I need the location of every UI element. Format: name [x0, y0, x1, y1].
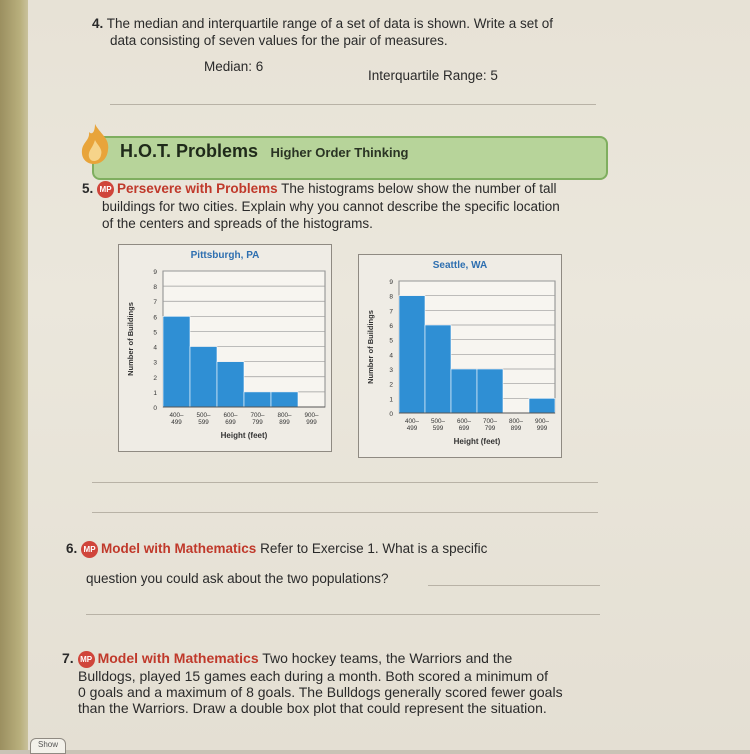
- answer-line[interactable]: [86, 614, 600, 615]
- question-number: 6.: [66, 541, 78, 556]
- x-tick-label: 799: [484, 425, 496, 432]
- x-tick-label: 600–: [456, 418, 472, 425]
- mp-badge-icon: MP: [81, 541, 98, 558]
- x-axis-label: Height (feet): [220, 431, 268, 440]
- seattle-histogram: [358, 254, 562, 458]
- mp-badge-icon: MP: [97, 181, 114, 198]
- x-tick-label: 699: [458, 425, 470, 432]
- bar: [477, 369, 503, 413]
- question-7: [62, 650, 622, 716]
- bar: [529, 398, 555, 413]
- show-tab[interactable]: Show: [30, 738, 66, 754]
- hot-title: H.O.T. Problems: [120, 141, 259, 161]
- y-tick-label: 7: [389, 308, 393, 316]
- y-tick-label: 8: [389, 293, 393, 301]
- question-7-text-line4: than the Warriors. Draw a double box plot that could represent the situation.: [78, 699, 547, 716]
- x-tick-label: 699: [225, 419, 236, 426]
- y-tick-label: 3: [389, 367, 393, 374]
- y-tick-label: 7: [153, 299, 157, 307]
- x-tick-label: 900–: [534, 418, 550, 425]
- hot-title-wrap: [120, 141, 408, 162]
- mp-badge-icon: MP: [78, 651, 95, 668]
- question-5: [82, 180, 612, 232]
- question-number: 7.: [62, 650, 74, 666]
- seattle-chart-svg: [359, 255, 561, 457]
- question-6-text-line2: question you could ask about the two populations?: [86, 571, 389, 586]
- question-5-text-line3: of the centers and spreads of the histograms.: [102, 215, 373, 231]
- bar: [399, 296, 425, 413]
- y-tick-label: 1: [153, 389, 157, 397]
- y-axis-label: Number of Buildings: [366, 310, 375, 384]
- x-tick-label: 900–: [304, 412, 319, 419]
- bar: [425, 325, 451, 413]
- bar: [451, 369, 477, 413]
- question-7-text-line2: Bulldogs, played 15 games each during a month. Both scored a minimum of: [78, 667, 549, 684]
- question-6-text-line1: Refer to Exercise 1. What is a specific: [256, 541, 488, 556]
- x-tick-label: 400–: [404, 418, 420, 425]
- question-4-text-line1: The median and interquartile range of a set of data is shown. Write a set of: [106, 16, 554, 31]
- iqr-label: Interquartile Range: 5: [368, 68, 498, 83]
- x-tick-label: 800–: [508, 418, 524, 425]
- answer-line[interactable]: [92, 482, 598, 483]
- x-tick-label: 899: [279, 419, 290, 426]
- answer-line[interactable]: [428, 585, 600, 586]
- x-tick-label: 999: [306, 419, 317, 426]
- question-7-heading: Model with Mathematics: [97, 650, 259, 666]
- y-tick-label: 3: [153, 359, 157, 367]
- question-4-text-line2: data consisting of seven values for the pair of measures.: [110, 33, 448, 48]
- x-tick-label: 599: [198, 419, 209, 426]
- y-tick-label: 5: [389, 337, 393, 345]
- x-tick-label: 599: [432, 425, 444, 432]
- x-tick-label: 600–: [223, 412, 238, 419]
- question-4: [92, 15, 612, 49]
- bar: [163, 316, 190, 407]
- answer-line[interactable]: [110, 104, 596, 105]
- y-tick-label: 4: [389, 352, 393, 360]
- x-tick-label: 999: [536, 425, 548, 432]
- x-tick-label: 899: [510, 425, 522, 432]
- question-5-text-line1: The histograms below show the number of tall: [277, 181, 557, 196]
- x-tick-label: 499: [171, 419, 182, 426]
- pittsburgh-histogram: [118, 244, 332, 452]
- bar: [271, 392, 298, 407]
- x-tick-label: 800–: [277, 412, 292, 419]
- x-tick-label: 700–: [250, 412, 265, 419]
- bar: [244, 392, 271, 407]
- question-number: 5.: [82, 181, 94, 196]
- y-tick-label: 9: [389, 279, 393, 286]
- y-tick-label: 2: [389, 381, 393, 389]
- y-tick-label: 6: [153, 314, 157, 322]
- question-7-text-line3: 0 goals and a maximum of 8 goals. The Bulldogs generally scored fewer goals: [78, 683, 563, 700]
- median-label: Median: 6: [204, 59, 264, 74]
- x-tick-label: 700–: [482, 418, 498, 425]
- y-axis-label: Number of Buildings: [126, 302, 135, 376]
- question-5-text-line2: buildings for two cities. Explain why you cannot describe the specific location: [102, 198, 560, 214]
- y-tick-label: 8: [153, 284, 157, 292]
- y-tick-label: 5: [153, 329, 157, 337]
- y-tick-label: 4: [153, 344, 157, 352]
- flame-icon: [78, 122, 112, 166]
- answer-line[interactable]: [92, 512, 598, 513]
- bar: [190, 347, 217, 407]
- x-tick-label: 499: [406, 425, 418, 432]
- bar: [217, 362, 244, 407]
- question-number: 4.: [92, 16, 104, 31]
- x-tick-label: 500–: [430, 418, 446, 425]
- y-tick-label: 1: [389, 396, 393, 404]
- hot-subtitle: Higher Order Thinking: [270, 145, 409, 160]
- y-tick-label: 6: [389, 323, 393, 330]
- y-tick-label: 9: [153, 269, 157, 276]
- y-tick-label: 0: [153, 405, 157, 412]
- x-tick-label: 500–: [196, 412, 211, 419]
- x-tick-label: 400–: [169, 412, 184, 419]
- question-7-text-line1: Two hockey teams, the Warriors and the: [258, 650, 513, 666]
- question-6: [66, 540, 606, 558]
- chart-title: Pittsburgh, PA: [190, 250, 260, 261]
- question-5-heading: Persevere with Problems: [117, 181, 278, 196]
- x-tick-label: 799: [252, 419, 263, 426]
- y-tick-label: 0: [389, 411, 393, 418]
- x-axis-label: Height (feet): [453, 437, 501, 446]
- chart-title: Seattle, WA: [432, 260, 488, 271]
- pittsburgh-chart-svg: [119, 245, 331, 451]
- y-tick-label: 2: [153, 374, 157, 382]
- question-6-heading: Model with Mathematics: [101, 541, 257, 556]
